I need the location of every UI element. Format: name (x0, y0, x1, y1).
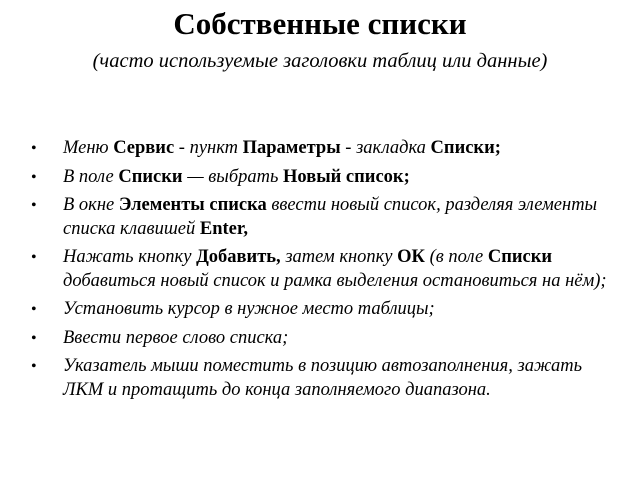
bullet-icon: • (31, 168, 37, 186)
bold-term: ОК (397, 247, 425, 267)
bullet-item (0, 166, 640, 190)
instruction-text: Меню (63, 138, 114, 158)
instruction-text: Установить курсор в нужное место таблицы; (63, 299, 435, 319)
bullet-item (0, 327, 640, 351)
instruction-text: - пункт (174, 138, 243, 158)
bold-term: Списки (487, 247, 553, 267)
bullet-icon: • (31, 329, 37, 347)
slide-title: Собственные списки (173, 6, 467, 41)
instruction-text: — выбрать (182, 166, 284, 187)
bullet-item (0, 194, 640, 241)
bullet-icon: • (31, 358, 37, 375)
bold-term: Параметры (242, 138, 341, 158)
instruction-text: В окне (63, 195, 119, 215)
bullet-item (0, 298, 640, 322)
bullet-icon: • (31, 301, 37, 318)
instruction-text: добавиться новый список и рамка выделения остановиться на нём); (63, 270, 607, 291)
bullet-icon: • (31, 197, 37, 214)
instruction-text: В поле (63, 166, 119, 187)
instruction-text: Указатель мыши поместить в позицию автозаполнения, зажать ЛКМ и протащить до конца заполняемого диапазона. (63, 356, 582, 400)
bold-term: Элементы списка (118, 195, 267, 215)
instruction-text: Нажать кнопку (63, 247, 197, 267)
bullet-item (0, 137, 640, 161)
instruction-text: ввести новый список, разделяя элементы списка клавишей (63, 195, 598, 239)
bullet-item (0, 355, 640, 402)
bold-term: Списки; (430, 138, 501, 158)
bold-term: Enter, (199, 218, 249, 239)
bullet-icon: • (31, 140, 37, 157)
slide-subtitle: (часто используемые заголовки таблиц или данные) (92, 50, 548, 72)
bold-term: Списки (118, 166, 183, 187)
bold-term: Сервис (113, 138, 175, 158)
instruction-text: затем кнопку (280, 247, 398, 267)
bullet-list (0, 137, 640, 407)
instruction-text: - закладка (340, 138, 431, 158)
bold-term: Добавить, (196, 247, 281, 267)
bullet-icon: • (31, 249, 37, 266)
bold-term: Новый список; (283, 166, 410, 187)
bullet-item (0, 246, 640, 293)
instruction-text: Ввести первое слово списка; (63, 327, 289, 348)
instruction-text: (в поле (424, 247, 488, 267)
